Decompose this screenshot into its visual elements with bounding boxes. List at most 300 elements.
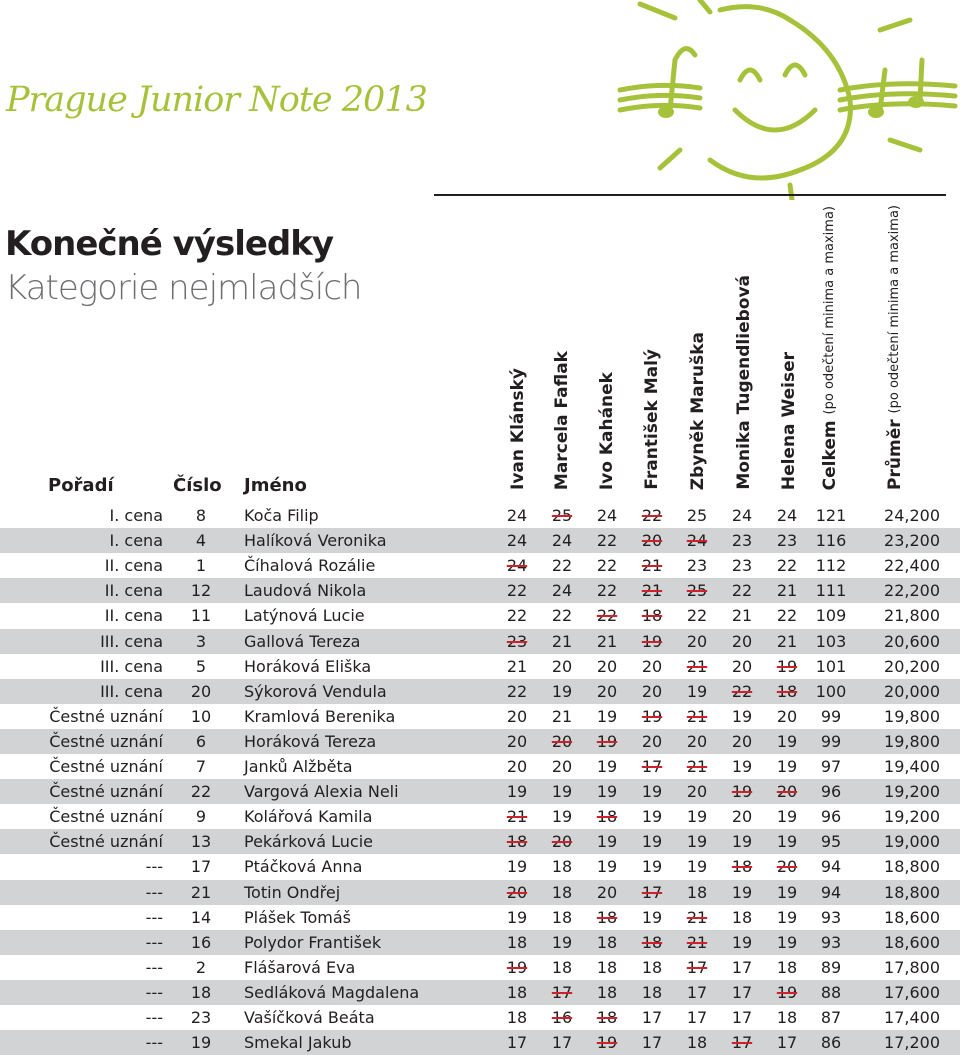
name-cell: Sýkorová Vendula xyxy=(244,681,387,701)
discarded-score-cell: 21 xyxy=(641,581,663,601)
judge-header: František Malý xyxy=(642,349,662,490)
score-cell: 18 xyxy=(506,982,528,1002)
score-cell: 24 xyxy=(551,531,573,551)
score-cell: 17 xyxy=(551,1033,573,1053)
name-cell: Flášarová Eva xyxy=(244,957,356,977)
score-cell: 22 xyxy=(506,606,528,626)
discarded-score-cell: 17 xyxy=(641,882,663,902)
score-cell: 20 xyxy=(776,706,798,726)
score-cell: 25 xyxy=(686,506,708,525)
name-cell: Horáková Eliška xyxy=(244,656,372,676)
average-cell: 17,400 xyxy=(884,1008,940,1027)
score-cell: 21 xyxy=(776,581,798,601)
score-cell: 19 xyxy=(776,757,798,776)
score-cell: 19 xyxy=(641,907,663,927)
score-cell: 19 xyxy=(641,807,663,827)
score-cell: 19 xyxy=(731,757,753,776)
judge-header: Monika Tugendliebová xyxy=(734,275,754,490)
total-cell: 93 xyxy=(820,907,842,927)
rank-cell: --- xyxy=(145,907,163,927)
discarded-score-cell: 18 xyxy=(641,932,663,952)
score-cell: 18 xyxy=(506,932,528,952)
rank-cell: --- xyxy=(145,957,163,977)
score-cell: 23 xyxy=(731,556,753,576)
discarded-score-cell: 18 xyxy=(641,606,663,626)
score-cell: 20 xyxy=(731,631,753,651)
average-cell: 17,200 xyxy=(884,1033,940,1053)
score-cell: 18 xyxy=(596,957,618,977)
average-cell: 22,200 xyxy=(884,581,940,601)
score-cell: 19 xyxy=(596,857,618,877)
score-cell: 19 xyxy=(731,882,753,902)
number-cell: 17 xyxy=(190,857,212,877)
score-cell: 19 xyxy=(641,782,663,802)
page-subtitle: Kategorie nejmladších xyxy=(5,268,362,308)
score-cell: 17 xyxy=(776,1033,798,1053)
rank-cell: Čestné uznání xyxy=(49,731,163,751)
score-cell: 19 xyxy=(776,832,798,852)
rank-cell: --- xyxy=(145,932,163,952)
rank-cell: III. cena xyxy=(100,631,163,651)
score-cell: 19 xyxy=(506,857,528,877)
score-cell: 22 xyxy=(686,606,708,626)
number-cell: 22 xyxy=(190,782,212,802)
table-row xyxy=(0,804,960,829)
score-cell: 18 xyxy=(686,1033,708,1053)
name-cell: Ptáčková Anna xyxy=(244,857,363,877)
number-cell: 8 xyxy=(195,506,207,525)
table-row xyxy=(0,829,960,854)
score-cell: 22 xyxy=(551,556,573,576)
score-cell: 22 xyxy=(506,581,528,601)
number-cell: 23 xyxy=(190,1008,212,1027)
average-cell: 18,600 xyxy=(884,932,940,952)
score-cell: 22 xyxy=(596,581,618,601)
score-cell: 18 xyxy=(686,882,708,902)
score-cell: 19 xyxy=(686,857,708,877)
rank-header: Pořadí xyxy=(48,475,114,496)
name-cell: Pekárková Lucie xyxy=(244,832,373,852)
total-cell: 94 xyxy=(820,857,842,877)
table-row xyxy=(0,905,960,930)
table-row xyxy=(0,1030,960,1055)
score-cell: 21 xyxy=(551,631,573,651)
rank-cell: II. cena xyxy=(104,556,163,576)
score-cell: 18 xyxy=(596,982,618,1002)
discarded-score-cell: 20 xyxy=(551,832,573,852)
total-header-note: (po odečtení minima a maxima) xyxy=(822,205,837,415)
score-cell: 24 xyxy=(551,581,573,601)
score-cell: 18 xyxy=(551,907,573,927)
average-cell: 19,200 xyxy=(884,782,940,802)
table-row xyxy=(0,1005,960,1030)
number-cell: 3 xyxy=(195,631,207,651)
name-header: Jméno xyxy=(244,475,307,496)
name-cell: Polydor František xyxy=(244,932,382,952)
score-cell: 21 xyxy=(731,606,753,626)
score-cell: 19 xyxy=(551,932,573,952)
judge-header: Ivan Klánský xyxy=(508,368,528,490)
number-cell: 6 xyxy=(195,731,207,751)
number-cell: 5 xyxy=(195,656,207,676)
brand-title: Prague Junior Note 2013 xyxy=(6,80,427,120)
discarded-score-cell: 20 xyxy=(776,857,798,877)
rank-cell: III. cena xyxy=(100,681,163,701)
score-cell: 19 xyxy=(776,807,798,827)
average-cell: 18,800 xyxy=(884,882,940,902)
discarded-score-cell: 21 xyxy=(686,706,708,726)
discarded-score-cell: 20 xyxy=(551,731,573,751)
number-cell: 20 xyxy=(190,681,212,701)
score-cell: 24 xyxy=(596,506,618,525)
score-cell: 20 xyxy=(686,782,708,802)
average-cell: 23,200 xyxy=(884,531,940,551)
average-cell: 19,400 xyxy=(884,757,940,776)
total-cell: 95 xyxy=(820,832,842,852)
average-cell: 17,800 xyxy=(884,957,940,977)
score-cell: 20 xyxy=(641,681,663,701)
number-cell: 12 xyxy=(190,581,212,601)
rank-cell: II. cena xyxy=(104,581,163,601)
discarded-score-cell: 18 xyxy=(506,832,528,852)
score-cell: 19 xyxy=(596,832,618,852)
score-cell: 20 xyxy=(731,807,753,827)
judge-header: Helena Weiser xyxy=(779,351,799,490)
score-cell: 17 xyxy=(641,1008,663,1027)
score-cell: 18 xyxy=(776,1008,798,1027)
name-cell: Kolářová Kamila xyxy=(244,807,373,827)
discarded-score-cell: 17 xyxy=(641,757,663,776)
table-row xyxy=(0,553,960,578)
discarded-score-cell: 21 xyxy=(686,932,708,952)
score-cell: 19 xyxy=(641,832,663,852)
average-cell: 22,400 xyxy=(884,556,940,576)
total-header xyxy=(820,206,840,490)
total-cell: 87 xyxy=(820,1008,842,1027)
discarded-score-cell: 19 xyxy=(776,656,798,676)
score-cell: 19 xyxy=(731,932,753,952)
discarded-score-cell: 18 xyxy=(596,807,618,827)
total-cell: 86 xyxy=(820,1033,842,1053)
score-cell: 18 xyxy=(731,907,753,927)
average-cell: 21,800 xyxy=(884,606,940,626)
rank-cell: --- xyxy=(145,882,163,902)
judge-header: Marcela Faflak xyxy=(552,350,572,490)
score-cell: 19 xyxy=(506,907,528,927)
discarded-score-cell: 16 xyxy=(551,1008,573,1027)
discarded-score-cell: 22 xyxy=(731,681,753,701)
score-cell: 19 xyxy=(776,907,798,927)
table-row xyxy=(0,679,960,704)
discarded-score-cell: 21 xyxy=(686,907,708,927)
score-cell: 19 xyxy=(686,807,708,827)
discarded-score-cell: 19 xyxy=(641,631,663,651)
rank-cell: I. cena xyxy=(109,506,163,525)
name-cell: Totin Ondřej xyxy=(244,882,341,902)
name-cell: Gallová Tereza xyxy=(244,631,361,651)
name-cell: Vašíčková Beáta xyxy=(244,1008,375,1027)
average-cell: 19,800 xyxy=(884,731,940,751)
score-cell: 20 xyxy=(506,731,528,751)
total-cell: 94 xyxy=(820,882,842,902)
average-cell: 18,800 xyxy=(884,857,940,877)
table-row xyxy=(0,654,960,679)
number-cell: 10 xyxy=(190,706,212,726)
average-cell: 24,200 xyxy=(884,506,940,525)
total-cell: 99 xyxy=(820,706,842,726)
score-cell: 24 xyxy=(776,506,798,525)
name-cell: Plášek Tomáš xyxy=(244,907,351,927)
rank-cell: --- xyxy=(145,1033,163,1053)
discarded-score-cell: 17 xyxy=(731,1033,753,1053)
total-cell: 88 xyxy=(820,982,842,1002)
score-cell: 18 xyxy=(551,957,573,977)
rank-cell: Čestné uznání xyxy=(49,807,163,827)
score-cell: 23 xyxy=(686,556,708,576)
table-row xyxy=(0,629,960,654)
number-cell: 19 xyxy=(190,1033,212,1053)
score-cell: 20 xyxy=(731,731,753,751)
score-cell: 24 xyxy=(731,506,753,525)
discarded-score-cell: 20 xyxy=(506,882,528,902)
total-cell: 100 xyxy=(815,681,847,701)
score-cell: 17 xyxy=(731,1008,753,1027)
discarded-score-cell: 25 xyxy=(686,581,708,601)
score-cell: 20 xyxy=(551,757,573,776)
number-cell: 1 xyxy=(195,556,207,576)
score-cell: 18 xyxy=(776,957,798,977)
name-cell: Vargová Alexia Neli xyxy=(244,782,399,802)
discarded-score-cell: 21 xyxy=(641,556,663,576)
discarded-score-cell: 19 xyxy=(506,957,528,977)
table-row xyxy=(0,955,960,980)
average-header-note: (po odečtení minima a maxima) xyxy=(887,205,902,414)
discarded-score-cell: 20 xyxy=(641,531,663,551)
judge-header: Ivo Kahánek xyxy=(597,371,617,490)
average-cell: 17,600 xyxy=(884,982,940,1002)
score-cell: 19 xyxy=(686,681,708,701)
total-cell: 103 xyxy=(815,631,847,651)
total-cell: 121 xyxy=(815,506,847,525)
discarded-score-cell: 19 xyxy=(641,706,663,726)
average-header-label: Průměr xyxy=(885,419,905,490)
discarded-score-cell: 19 xyxy=(596,1033,618,1053)
rank-cell: Čestné uznání xyxy=(49,782,163,802)
score-cell: 18 xyxy=(551,882,573,902)
number-cell: 21 xyxy=(190,882,212,902)
average-cell: 20,600 xyxy=(884,631,940,651)
number-cell: 4 xyxy=(195,531,207,551)
name-cell: Číhalová Rozálie xyxy=(244,556,376,576)
discarded-score-cell: 21 xyxy=(686,656,708,676)
name-cell: Kramlová Berenika xyxy=(244,706,396,726)
score-cell: 22 xyxy=(596,556,618,576)
score-cell: 19 xyxy=(686,832,708,852)
rank-cell: II. cena xyxy=(104,606,163,626)
total-cell: 96 xyxy=(820,807,842,827)
average-cell: 18,600 xyxy=(884,907,940,927)
discarded-score-cell: 23 xyxy=(506,631,528,651)
total-cell: 99 xyxy=(820,731,842,751)
rank-cell: Čestné uznání xyxy=(49,757,163,776)
table-row xyxy=(0,854,960,879)
table-row xyxy=(0,704,960,729)
average-cell: 19,000 xyxy=(884,832,940,852)
score-cell: 20 xyxy=(686,731,708,751)
total-cell: 96 xyxy=(820,782,842,802)
score-cell: 22 xyxy=(596,531,618,551)
total-cell: 101 xyxy=(815,656,847,676)
rank-cell: III. cena xyxy=(100,656,163,676)
table-row xyxy=(0,779,960,804)
score-cell: 23 xyxy=(776,531,798,551)
discarded-score-cell: 24 xyxy=(506,556,528,576)
average-cell: 19,200 xyxy=(884,807,940,827)
score-cell: 19 xyxy=(506,782,528,802)
discarded-score-cell: 19 xyxy=(776,982,798,1002)
score-cell: 17 xyxy=(686,1008,708,1027)
score-cell: 22 xyxy=(776,556,798,576)
number-cell: 13 xyxy=(190,832,212,852)
score-cell: 20 xyxy=(596,656,618,676)
discarded-score-cell: 21 xyxy=(506,807,528,827)
discarded-score-cell: 18 xyxy=(596,1008,618,1027)
score-cell: 22 xyxy=(506,681,528,701)
rank-cell: --- xyxy=(145,982,163,1002)
score-cell: 18 xyxy=(641,957,663,977)
score-cell: 17 xyxy=(686,982,708,1002)
score-cell: 21 xyxy=(596,631,618,651)
number-cell: 9 xyxy=(195,807,207,827)
name-cell: Koča Filip xyxy=(244,506,319,525)
score-cell: 17 xyxy=(506,1033,528,1053)
discarded-score-cell: 22 xyxy=(596,606,618,626)
average-cell: 20,000 xyxy=(884,681,940,701)
score-cell: 21 xyxy=(506,656,528,676)
number-cell: 14 xyxy=(190,907,212,927)
score-cell: 19 xyxy=(731,706,753,726)
score-cell: 18 xyxy=(506,1008,528,1027)
score-cell: 23 xyxy=(731,531,753,551)
score-cell: 20 xyxy=(686,631,708,651)
score-cell: 18 xyxy=(596,932,618,952)
score-cell: 19 xyxy=(776,932,798,952)
name-cell: Smekal Jakub xyxy=(244,1033,352,1053)
score-cell: 19 xyxy=(596,782,618,802)
number-header: Číslo xyxy=(173,475,222,496)
score-cell: 21 xyxy=(776,631,798,651)
score-cell: 19 xyxy=(551,681,573,701)
judge-header: Zbyněk Maruška xyxy=(688,331,708,490)
total-header-label: Celkem xyxy=(820,420,840,490)
discarded-score-cell: 18 xyxy=(596,907,618,927)
score-cell: 24 xyxy=(506,531,528,551)
discarded-score-cell: 17 xyxy=(686,957,708,977)
average-cell: 19,800 xyxy=(884,706,940,726)
total-cell: 93 xyxy=(820,932,842,952)
total-cell: 97 xyxy=(820,757,842,776)
table-row xyxy=(0,729,960,754)
average-cell: 20,200 xyxy=(884,656,940,676)
table-row xyxy=(0,603,960,628)
table-row xyxy=(0,980,960,1005)
score-cell: 17 xyxy=(641,1033,663,1053)
discarded-score-cell: 24 xyxy=(686,531,708,551)
discarded-score-cell: 22 xyxy=(641,506,663,525)
discarded-score-cell: 18 xyxy=(776,681,798,701)
total-cell: 111 xyxy=(815,581,847,601)
score-cell: 19 xyxy=(551,807,573,827)
score-cell: 19 xyxy=(776,882,798,902)
music-sun-illustration xyxy=(600,0,960,200)
score-cell: 20 xyxy=(641,656,663,676)
name-cell: Latýnová Lucie xyxy=(244,606,365,626)
score-cell: 20 xyxy=(551,656,573,676)
rank-cell: --- xyxy=(145,1008,163,1027)
rank-cell: Čestné uznání xyxy=(49,706,163,726)
name-cell: Sedláková Magdalena xyxy=(244,982,420,1002)
score-cell: 22 xyxy=(776,606,798,626)
score-cell: 18 xyxy=(641,982,663,1002)
rank-cell: I. cena xyxy=(109,531,163,551)
discarded-score-cell: 19 xyxy=(731,782,753,802)
page-title: Konečné výsledky xyxy=(5,224,334,264)
number-cell: 16 xyxy=(190,932,212,952)
score-cell: 20 xyxy=(596,681,618,701)
score-cell: 19 xyxy=(776,731,798,751)
header-rule xyxy=(434,194,946,196)
score-cell: 19 xyxy=(731,832,753,852)
discarded-score-cell: 18 xyxy=(731,857,753,877)
number-cell: 2 xyxy=(195,957,207,977)
score-cell: 18 xyxy=(551,857,573,877)
score-cell: 19 xyxy=(596,706,618,726)
discarded-score-cell: 17 xyxy=(551,982,573,1002)
table-row xyxy=(0,528,960,553)
score-cell: 20 xyxy=(731,656,753,676)
rank-cell: Čestné uznání xyxy=(49,832,163,852)
score-cell: 22 xyxy=(551,606,573,626)
total-cell: 116 xyxy=(815,531,847,551)
table-row xyxy=(0,503,960,528)
number-cell: 18 xyxy=(190,982,212,1002)
number-cell: 7 xyxy=(195,757,207,776)
discarded-score-cell: 25 xyxy=(551,506,573,525)
table-row xyxy=(0,578,960,603)
score-cell: 19 xyxy=(641,857,663,877)
rank-cell: --- xyxy=(145,857,163,877)
total-cell: 109 xyxy=(815,606,847,626)
score-cell: 24 xyxy=(506,506,528,525)
name-cell: Laudová Nikola xyxy=(244,581,367,601)
average-header xyxy=(885,205,905,490)
name-cell: Halíková Veronika xyxy=(244,531,387,551)
table-row xyxy=(0,880,960,905)
total-cell: 89 xyxy=(820,957,842,977)
score-cell: 21 xyxy=(551,706,573,726)
total-cell: 112 xyxy=(815,556,847,576)
score-cell: 20 xyxy=(596,882,618,902)
discarded-score-cell: 21 xyxy=(686,757,708,776)
name-cell: Horáková Tereza xyxy=(244,731,377,751)
score-cell: 20 xyxy=(506,757,528,776)
score-cell: 20 xyxy=(641,731,663,751)
score-cell: 20 xyxy=(506,706,528,726)
discarded-score-cell: 20 xyxy=(776,782,798,802)
name-cell: Janků Alžběta xyxy=(244,757,353,776)
score-cell: 19 xyxy=(551,782,573,802)
number-cell: 11 xyxy=(190,606,212,626)
